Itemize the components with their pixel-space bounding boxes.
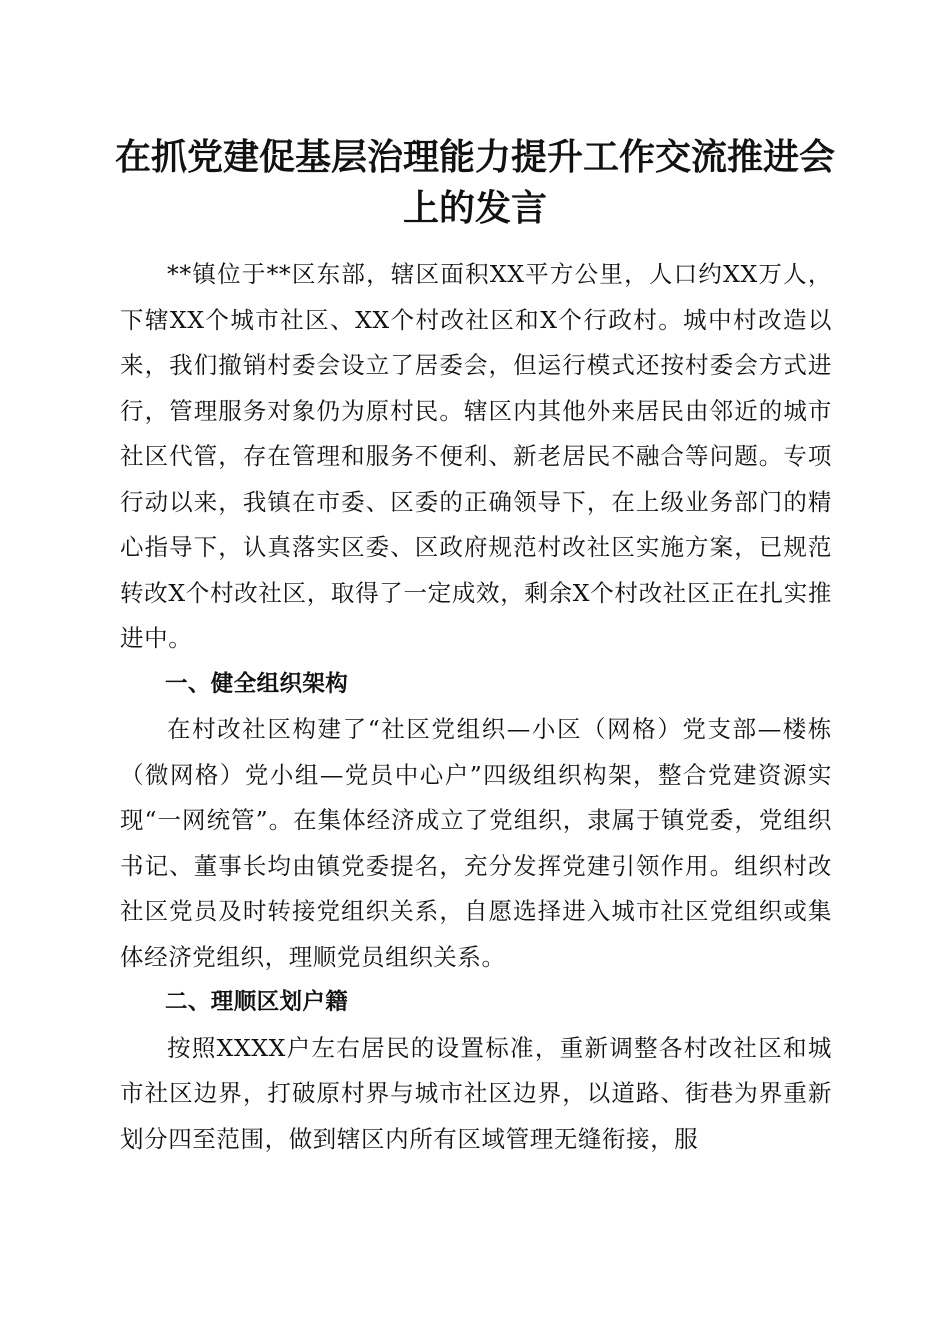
title-line-2: 上的发言 [402, 187, 547, 229]
document-body [120, 252, 832, 1162]
section-1-paragraph: 在村改社区构建了“社区党组织—小区（网格）党支部—楼栋（微网格）党小组—党员中心户”四级组织构架，整合党建资源实现“一网统管”。在集体经济成立了党组织，隶属于镇党委，党组织书记、董事长均由镇党委提名，充分发挥党建引领作用。组织村改社区党员及时转接党组织关系，自愿选择进入城市社区党组织或集体经济党组织，理顺党员组织关系。 [120, 715, 832, 971]
document-title [100, 132, 850, 234]
section-heading-1: 一、健全组织架构 [165, 670, 349, 697]
section-heading-2: 二、理顺区划户籍 [165, 989, 349, 1015]
section-2-paragraph: 按照XXXX户左右居民的设置标准，重新调整各村改社区和城市社区边界，打破原村界与城市社区边界，以道路、街巷为界重新划分四至范围，做到辖区内所有区域管理无缝衔接，服 [120, 1033, 832, 1153]
title-line-1: 在抓党建促基层治理能力提升工作交流推进会 [114, 136, 835, 178]
intro-paragraph: **镇位于**区东部，辖区面积XX平方公里，人口约XX万人，下辖XX个城市社区、XX个村改社区和X个行政村。城中村改造以来，我们撤销村委会设立了居委会，但运行模式还按村委会方式进行，管理服务对象仍为原村民。辖区内其他外来居民由邻近的城市社区代管，存在管理和服务不便利、新老居民不融合等问题。专项行动以来，我镇在市委、区委的正确领导下，在上级业务部门的精心指导下，认真落实区委、区政府规范村改社区实施方案，已规范转改X个村改社区，取得了一定成效，剩余X个村改社区正在扎实推进中。 [120, 260, 832, 652]
